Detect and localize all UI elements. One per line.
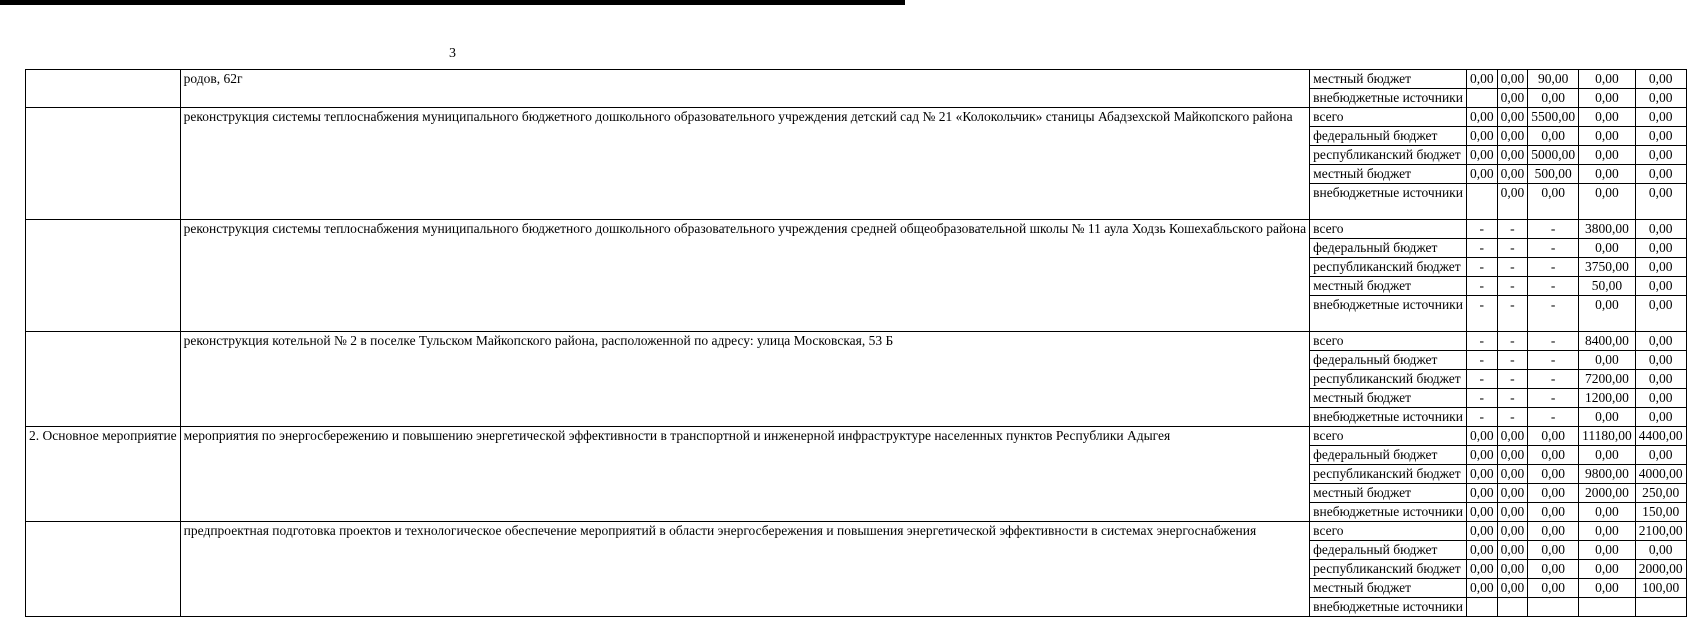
amount-cell: 0,00 [1497, 146, 1528, 165]
amount-cell: 0,00 [1635, 184, 1686, 220]
amount-cell: 0,00 [1466, 165, 1497, 184]
amount-cell: 0,00 [1579, 541, 1636, 560]
funding-source-cell: местный бюджет [1310, 389, 1467, 408]
main-event-cell [26, 70, 181, 108]
amount-cell: 0,00 [1528, 579, 1579, 598]
budget-table-body [26, 70, 1687, 617]
amount-cell: 0,00 [1497, 522, 1528, 541]
budget-table [25, 69, 1687, 617]
event-description-cell: реконструкция системы теплоснабжения муниципального бюджетного дошкольного образовательного учреждения средней общеобразовательной школы № 11 аула Ходзь Кошехабльского района [180, 220, 1310, 332]
amount-cell: 0,00 [1497, 108, 1528, 127]
funding-source-cell: всего [1310, 108, 1467, 127]
amount-cell: 0,00 [1497, 541, 1528, 560]
amount-cell: 0,00 [1579, 165, 1636, 184]
top-edge-bar [0, 0, 905, 5]
amount-cell: - [1528, 370, 1579, 389]
amount-cell: - [1497, 351, 1528, 370]
amount-cell: - [1528, 408, 1579, 427]
funding-source-cell: внебюджетные источники [1310, 598, 1467, 617]
table-row [26, 220, 1687, 239]
funding-source-cell: федеральный бюджет [1310, 446, 1467, 465]
funding-source-cell: местный бюджет [1310, 70, 1467, 89]
table-row [26, 427, 1687, 446]
amount-cell: 0,00 [1635, 146, 1686, 165]
funding-source-cell: республиканский бюджет [1310, 370, 1467, 389]
amount-cell: 0,00 [1579, 408, 1636, 427]
amount-cell [1466, 89, 1497, 108]
amount-cell: - [1466, 389, 1497, 408]
event-description-cell: мероприятия по энергосбережению и повышению энергетической эффективности в транспортной и инженерной инфраструктуре населенных пунктов Республики Адыгея [180, 427, 1310, 522]
amount-cell: 0,00 [1635, 351, 1686, 370]
main-event-cell [26, 108, 181, 220]
amount-cell: 0,00 [1466, 503, 1497, 522]
amount-cell: 0,00 [1635, 408, 1686, 427]
amount-cell: 4000,00 [1635, 465, 1686, 484]
main-event-cell [26, 220, 181, 332]
amount-cell: 0,00 [1635, 277, 1686, 296]
main-event-cell [26, 522, 181, 617]
funding-source-cell: федеральный бюджет [1310, 351, 1467, 370]
amount-cell: 0,00 [1579, 239, 1636, 258]
amount-cell: 0,00 [1579, 579, 1636, 598]
amount-cell: 0,00 [1528, 484, 1579, 503]
amount-cell: - [1497, 258, 1528, 277]
amount-cell: 0,00 [1579, 184, 1636, 220]
amount-cell: 0,00 [1579, 127, 1636, 146]
amount-cell: 0,00 [1466, 108, 1497, 127]
amount-cell: - [1497, 332, 1528, 351]
amount-cell: 0,00 [1579, 351, 1636, 370]
amount-cell: 2000,00 [1635, 560, 1686, 579]
amount-cell: 0,00 [1635, 370, 1686, 389]
amount-cell: 0,00 [1466, 70, 1497, 89]
amount-cell: - [1466, 220, 1497, 239]
amount-cell [1466, 184, 1497, 220]
amount-cell: 0,00 [1579, 503, 1636, 522]
amount-cell: 8400,00 [1579, 332, 1636, 351]
table-row [26, 332, 1687, 351]
funding-source-cell: всего [1310, 522, 1467, 541]
amount-cell: 0,00 [1635, 70, 1686, 89]
amount-cell [1466, 598, 1497, 617]
amount-cell: 0,00 [1635, 165, 1686, 184]
amount-cell: 0,00 [1635, 220, 1686, 239]
amount-cell: 0,00 [1497, 560, 1528, 579]
amount-cell: 0,00 [1497, 465, 1528, 484]
amount-cell: - [1497, 408, 1528, 427]
amount-cell: - [1466, 258, 1497, 277]
funding-source-cell: местный бюджет [1310, 579, 1467, 598]
amount-cell: 2100,00 [1635, 522, 1686, 541]
event-description-cell: реконструкция котельной № 2 в поселке Тульском Майкопского района, расположенной по адресу: улица Московская, 53 Б [180, 332, 1310, 427]
amount-cell: 0,00 [1466, 427, 1497, 446]
amount-cell: - [1497, 220, 1528, 239]
amount-cell: 0,00 [1579, 560, 1636, 579]
funding-source-cell: внебюджетные источники [1310, 503, 1467, 522]
main-event-cell: 2. Основное мероприятие [26, 427, 181, 522]
amount-cell: 0,00 [1635, 258, 1686, 277]
amount-cell: 0,00 [1497, 184, 1528, 220]
funding-source-cell: всего [1310, 427, 1467, 446]
amount-cell: - [1528, 277, 1579, 296]
amount-cell: 0,00 [1497, 127, 1528, 146]
amount-cell: 0,00 [1497, 503, 1528, 522]
amount-cell: 5000,00 [1528, 146, 1579, 165]
amount-cell: 0,00 [1497, 89, 1528, 108]
funding-source-cell: местный бюджет [1310, 277, 1467, 296]
amount-cell: 0,00 [1528, 89, 1579, 108]
amount-cell: 9800,00 [1579, 465, 1636, 484]
amount-cell: 5500,00 [1528, 108, 1579, 127]
amount-cell: 0,00 [1466, 446, 1497, 465]
amount-cell: 0,00 [1528, 427, 1579, 446]
amount-cell: 0,00 [1497, 427, 1528, 446]
amount-cell: 7200,00 [1579, 370, 1636, 389]
funding-source-cell: федеральный бюджет [1310, 541, 1467, 560]
amount-cell: 0,00 [1635, 108, 1686, 127]
funding-source-cell: республиканский бюджет [1310, 560, 1467, 579]
event-description-cell: родов, 62г [180, 70, 1310, 108]
amount-cell: 0,00 [1497, 579, 1528, 598]
amount-cell: 0,00 [1635, 541, 1686, 560]
amount-cell: - [1497, 296, 1528, 332]
amount-cell: - [1466, 296, 1497, 332]
amount-cell: - [1528, 389, 1579, 408]
amount-cell: 0,00 [1579, 146, 1636, 165]
amount-cell: 0,00 [1497, 165, 1528, 184]
amount-cell: 3750,00 [1579, 258, 1636, 277]
amount-cell: 100,00 [1635, 579, 1686, 598]
funding-source-cell: республиканский бюджет [1310, 465, 1467, 484]
amount-cell: 0,00 [1528, 560, 1579, 579]
amount-cell: 0,00 [1579, 108, 1636, 127]
amount-cell: 0,00 [1466, 579, 1497, 598]
amount-cell: 250,00 [1635, 484, 1686, 503]
funding-source-cell: республиканский бюджет [1310, 146, 1467, 165]
funding-source-cell: внебюджетные источники [1310, 184, 1467, 220]
amount-cell: - [1466, 332, 1497, 351]
table-row [26, 108, 1687, 127]
amount-cell: - [1497, 389, 1528, 408]
amount-cell: 50,00 [1579, 277, 1636, 296]
table-row [26, 522, 1687, 541]
event-description-cell: предпроектная подготовка проектов и технологическое обеспечение мероприятий в области энергосбережения и повышения энергетической эффективности в системах энергоснабжения [180, 522, 1310, 617]
amount-cell: - [1466, 239, 1497, 258]
amount-cell: 0,00 [1528, 127, 1579, 146]
amount-cell: 500,00 [1528, 165, 1579, 184]
funding-source-cell: внебюджетные источники [1310, 408, 1467, 427]
amount-cell: 0,00 [1635, 89, 1686, 108]
funding-source-cell: внебюджетные источники [1310, 89, 1467, 108]
amount-cell [1528, 598, 1579, 617]
amount-cell: - [1497, 370, 1528, 389]
main-event-cell [26, 332, 181, 427]
amount-cell: - [1528, 220, 1579, 239]
amount-cell: 0,00 [1466, 465, 1497, 484]
amount-cell: 0,00 [1466, 522, 1497, 541]
amount-cell: 0,00 [1466, 484, 1497, 503]
amount-cell [1497, 598, 1528, 617]
amount-cell: 0,00 [1466, 146, 1497, 165]
funding-source-cell: всего [1310, 220, 1467, 239]
amount-cell: 0,00 [1466, 127, 1497, 146]
amount-cell: 0,00 [1579, 89, 1636, 108]
page-number: 3 [449, 46, 456, 61]
amount-cell: 0,00 [1466, 560, 1497, 579]
amount-cell [1579, 598, 1636, 617]
amount-cell: 0,00 [1528, 541, 1579, 560]
funding-source-cell: федеральный бюджет [1310, 239, 1467, 258]
amount-cell: 0,00 [1579, 296, 1636, 332]
amount-cell: 0,00 [1579, 522, 1636, 541]
amount-cell: 0,00 [1528, 503, 1579, 522]
amount-cell: - [1528, 351, 1579, 370]
amount-cell: 0,00 [1528, 465, 1579, 484]
amount-cell: 0,00 [1579, 70, 1636, 89]
amount-cell: - [1528, 258, 1579, 277]
amount-cell: 0,00 [1497, 70, 1528, 89]
amount-cell: - [1528, 296, 1579, 332]
event-description-cell: реконструкция системы теплоснабжения муниципального бюджетного дошкольного образовательного учреждения детский сад № 21 «Колокольчик» станицы Абадзехской Майкопского района [180, 108, 1310, 220]
funding-source-cell: республиканский бюджет [1310, 258, 1467, 277]
amount-cell: 0,00 [1635, 239, 1686, 258]
amount-cell: 0,00 [1497, 484, 1528, 503]
amount-cell: 0,00 [1635, 446, 1686, 465]
amount-cell: - [1466, 370, 1497, 389]
amount-cell: 0,00 [1497, 446, 1528, 465]
funding-source-cell: всего [1310, 332, 1467, 351]
funding-source-cell: федеральный бюджет [1310, 127, 1467, 146]
amount-cell: 0,00 [1466, 541, 1497, 560]
amount-cell: 0,00 [1579, 446, 1636, 465]
amount-cell: 0,00 [1528, 446, 1579, 465]
amount-cell: 11180,00 [1579, 427, 1636, 446]
funding-source-cell: местный бюджет [1310, 484, 1467, 503]
table-row [26, 70, 1687, 89]
amount-cell: 0,00 [1635, 332, 1686, 351]
amount-cell: - [1466, 277, 1497, 296]
amount-cell: 0,00 [1528, 184, 1579, 220]
amount-cell: - [1528, 239, 1579, 258]
amount-cell: 3800,00 [1579, 220, 1636, 239]
amount-cell: - [1497, 277, 1528, 296]
amount-cell: - [1497, 239, 1528, 258]
amount-cell [1635, 598, 1686, 617]
amount-cell: 0,00 [1635, 296, 1686, 332]
amount-cell: 2000,00 [1579, 484, 1636, 503]
amount-cell: - [1466, 351, 1497, 370]
funding-source-cell: местный бюджет [1310, 165, 1467, 184]
amount-cell: 150,00 [1635, 503, 1686, 522]
funding-source-cell: внебюджетные источники [1310, 296, 1467, 332]
amount-cell: - [1466, 408, 1497, 427]
amount-cell: 1200,00 [1579, 389, 1636, 408]
amount-cell: 0,00 [1635, 389, 1686, 408]
amount-cell: 4400,00 [1635, 427, 1686, 446]
amount-cell: 0,00 [1528, 522, 1579, 541]
amount-cell: 90,00 [1528, 70, 1579, 89]
amount-cell: - [1528, 332, 1579, 351]
amount-cell: 0,00 [1635, 127, 1686, 146]
